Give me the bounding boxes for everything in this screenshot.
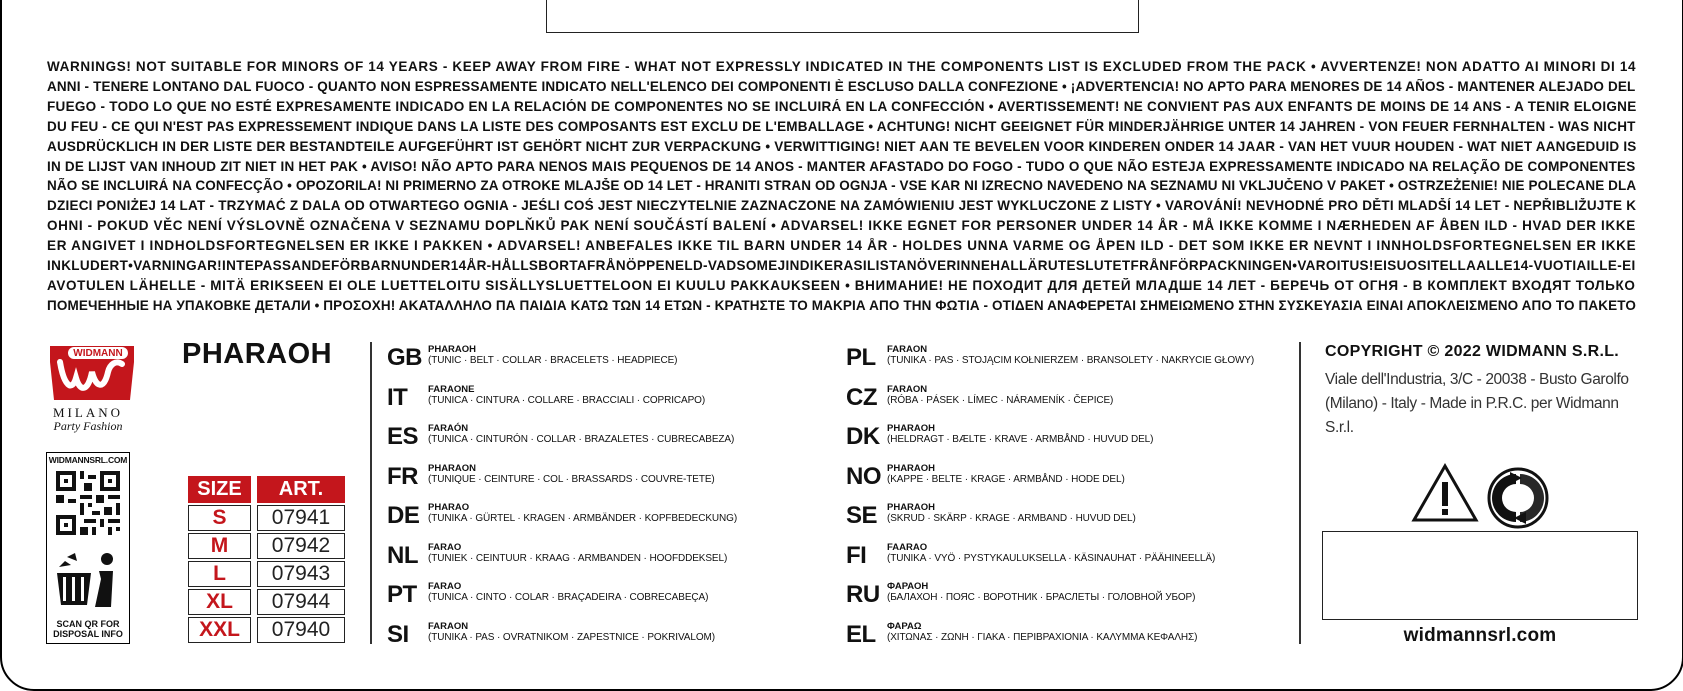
address-line: (Milano) - Italy - Made in P.R.C. per Widmann S.r.l. [1325,395,1619,436]
language-list-left [387,342,807,658]
language-product-name: FARAÓN [428,423,469,434]
language-components: (БАЛАХОН · ПОЯС · ВОРОТНИК · БРАСЛЕТЫ · ГОЛОВНОЙ УБОР) [887,592,1196,603]
language-components: (RÓBA · PÁSEK · LÍMEC · NÁRAMENÍK · ČEPICE) [887,394,1114,406]
size-cell: L [188,561,251,587]
language-components: (TUNIKA · PAS · OVRATNIKOM · ZAPESTNICE · POKRIVALOM) [428,631,715,643]
language-product-name: FARAON [887,344,928,355]
language-components: (TUNICA · CINTO · COLAR · BRAÇADEIRA · COBRECABEÇA) [428,592,709,603]
qr-caption-line: SCAN QR FOR [56,619,120,629]
size-cell: XL [188,589,251,615]
language-product-name: FARAON [428,620,469,632]
language-code: GB [387,344,422,371]
warning-line: NÃO SE INCLUIRÁ NA CONFECÇÃO • OPOZORILA! NI PRIMERNO ZA OTROKE MLAJŠE OD 14 LET - HRANITI STRAN OD OGNJA - VSE KAR NI IZRECNO NAVEDENO NA SEZNAMU NI VKLJUČENO V PAKET • OSTRZEŻENIE! NIE POLECANE DLA [47,178,1637,194]
warning-line: OHNI - POKUD VĚC NENÍ VÝSLOVNĚ OZNAČENA V SEZNAMU DOPLŇKŮ PAK NENÍ SOUČÁSTÍ BALENÍ • ADVARSEL! IKKE EGNET FOR PERSONER UNDER 14 ÅR - MÅ IKKE KOMME I NÆRHEDEN AF ÅBEN ILD - HVAD DER IKKE [47,218,1636,234]
language-product-name: FARAONE [428,383,475,395]
table-row [188,505,345,531]
language-product-name: PHARAOH [887,462,936,474]
language-code: SI [387,620,409,648]
list-item [846,461,1286,501]
article-cell: 07942 [257,533,345,559]
language-code: FI [846,541,867,569]
list-item [846,540,1286,580]
warning-line: FUEGO - TODO LO QUE NO ESTÉ EXPRESAMENTE INDICADO EN LA RELACIÓN DE COMPONENTES NO SE INCLUIRÁ EN LA CONFECCIÓN • AVERTISSEMENT! NE CONVIENT PAS AUX ENFANTS DE MOINS DE 14 ANS - A TENIR ELOIGNE [47,98,1637,114]
language-code: EL [846,620,876,648]
language-components: (SKRUD · SKÄRP · KRAGE · ARMBAND · HUVUD DEL) [887,513,1136,524]
article-cell: 07941 [257,505,345,531]
language-product-name: FARAO [428,581,462,592]
article-cell: 07944 [257,589,345,615]
language-product-name: FARAO [428,541,462,553]
list-item [387,421,807,461]
column-divider [1299,342,1301,644]
list-item [387,342,807,382]
language-code: SE [846,502,878,529]
language-product-name: FAARAO [887,541,928,553]
list-item [846,342,1286,382]
size-cell: M [188,533,251,559]
list-item [846,500,1286,540]
size-cell: XXL [188,617,251,643]
language-product-name: PHARAOH [887,423,936,434]
language-code: FR [387,462,418,490]
top-blank-box [546,0,1139,33]
language-product-name: PHARAOH [428,344,477,355]
language-code: NL [387,541,418,569]
language-code: DK [846,423,880,450]
size-header: SIZE [188,476,251,503]
warning-line: INKLUDERT•VARNINGAR!INTEPASSANDEFÖRBARNUNDER14ÅR-HÅLLSBORTAFRÅNÖPPENELD-VADSOMEJINDIKERASILISTANÖVERINNEHALLÄRUTESLUTETFRÅNFÖRPACKNINGEN•VAROITUS!EISUOSITELLAALLE14-VUOTIAILLE-EI [47,258,1636,274]
list-item [387,382,807,422]
language-code: DE [387,502,420,529]
article-cell: 07940 [257,617,345,643]
list-item [846,619,1286,659]
list-item [387,540,807,580]
warning-line: WARNINGS! NOT SUITABLE FOR MINORS OF 14 YEARS - KEEP AWAY FROM FIRE - WHAT NOT EXPRESSLY INDICATED IN THE COMPONENTS LIST IS EXCLUDED FROM THE PACK • AVVERTENZE! NON ADATTO AI MINORI DI 14 [47,59,1637,74]
language-code: PT [387,581,417,608]
address-line: Viale dell'Industria, 3/C - 20038 - Busto Garolfo [1325,371,1629,388]
warning-line: ПОМЕЧЕННЫЕ НА УПАКОВКЕ ДЕТАЛИ • ΠΡΟΣΟΧΗ! ΑΚΑΤΑΛΛΗΛΟ ΠΑ ΠΑΙΔΙΑ ΚΑΤΩ ΤΩΝ 14 ΕΤΩΝ - ΚΡΑΤΗΣΤΕ ΤΟ ΜΑΚΡΙΑ ΑΠΟ ΤΗΝ ΦΩΤΙΑ - ΟΤΙΔΕΝ ΑΝΑΦΕΡΕΤΑΙ ΣΗΜΕΙΩΜΕΝΟ ΣΤΗΝ ΣΥΣΚΕΥΑΣΙΑ ΕΙΝΑΙ ΑΠΟΚΛΕΙΣΜΕΝΟ ΑΠΟ ΤΟ ΠΑΚΕΤΟ [47,297,1637,313]
language-code: ES [387,423,419,450]
warning-line: DU FEU - CE QUI N'EST PAS EXPRESSEMENT INDIQUE DANS LA LISTE DES COMPOSANTS EST EXCLU DE L'EMBALLAGE • ACHTUNG! NICHT GEEIGNET FÜR MINDERJÄHRIGE UNTER 14 JAHREN - VON FEUER FERNHALTEN - WAS NICHT [47,118,1636,134]
language-components: (TUNIKA · VYÖ · PYSTYKAULUKSELLA · KÄSINAUHAT · PÄÄHINEELLÄ) [887,552,1216,564]
website-link[interactable]: widmannsrl.com [1403,625,1557,646]
language-components: (TUNIKA · PAS · STOJĄCIM KOŁNIERZEM · BRANSOLETY · NAKRYCIE GŁOWY) [887,355,1255,366]
list-item [387,461,807,501]
size-cell: S [188,505,251,531]
list-item [387,500,807,540]
warning-triangle-icon [1410,462,1480,529]
green-dot-recycle-icon [1486,466,1550,535]
table-row [188,589,345,615]
language-code: IT [387,383,408,411]
table-row [188,533,345,559]
list-item [387,619,807,659]
warning-line: ANNI - TENERE LONTANO DAL FUOCO - QUANTO NON ESPRESSAMENTE INDICATO NELL'ELENCO DEI COMPONENTI È ESCLUSO DALLA CONFEZIONE • ¡ADVERTENCIA! NO APTO PARA MENORES DE 14 AÑOS - MANTENER ALEJADO DEL [47,78,1636,94]
qr-site-text: WIDMANNSRL.COM [48,455,128,465]
language-product-name: PHARAOH [887,502,936,513]
language-components: (TUNIC · BELT · COLLAR · BRACELETS · HEADPIECE) [428,355,678,366]
language-components: (TUNIQUE · CEINTURE · COL · BRASSARDS · COUVRE-TETE) [428,473,715,485]
language-components: (KAPPE · BELTE · KRAGE · ARMBÅND · HODE DEL) [887,473,1125,485]
logo-text: WIDMANN [73,348,123,359]
language-code: RU [846,581,880,608]
warning-line: IN DE LIJST VAN INHOUD ZIT NIET IN HET PAK • AVISO! NÃO APTO PARA NENOS MAIS PEQUENOS DE 14 ANOS - MANTER AFASTADO DO FOGO - TUDO O QUE NÃO ESTEJA EXPRESSAMENTE INDICADO NA RELAÇÃO DE COMPONENTES [47,158,1636,174]
safety-warnings [47,57,1636,316]
article-header: ART. [257,476,345,503]
language-product-name: ФАРАОН [887,581,929,592]
qr-caption [47,619,129,639]
list-item [846,382,1286,422]
product-title: PHARAOH [182,338,333,370]
language-code: PL [846,344,876,371]
qr-caption-line: DISPOSAL INFO [53,629,123,639]
brand-tagline: Party Fashion [53,419,123,433]
language-components: (ΧΙΤΩΝΑΣ · ΖΩΝΗ · ΓΙΑΚΑ · ΠΕΡΙΒΡΑΧΙΟΝΙΑ · ΚΑΛΥΜΜΑ ΚΕΦΑΛΗΣ) [887,631,1198,643]
article-cell: 07943 [257,561,345,587]
warning-line: DZIECI PONIŻEJ 14 LAT - TRZYMAĆ Z DALA OD OTWARTEGO OGNIA - JEŚLI COŚ JEST NIECZYTELNIE ZAZNACZONE NA ZAMÓWIENIU JEST WYKLUCZONE Z LISTY • VAROVÁNÍ! NEVHODNÉ PRO DĚTI MLADŠÍ 14 LET - NEPŘIBLIŽUJTE K [47,198,1637,214]
table-row [188,561,345,587]
size-article-table [182,474,351,645]
warning-line: AUSDRÜCKLICH IN DER LISTE DER BESTANDTEILE AUFGEFÜHRT IST GEHÖRT NICHT ZUR VERPACKUNG • VERWITTIGING! NIET AAN TE BEVELEN VOOR KINDEREN ONDER 14 JAAR - VAN HET VUUR HOUDEN - WAT NIET AANGEDUID IS [47,138,1637,154]
warning-line: AVOTULEN LÄHELLE - MITÄ ERIKSEEN EI OLE LUETTELOITU SISÄLLYSLUETTELOON EI KUULU PAKKAUKSEEN • ВНИМАНИЕ! НЕ ПОХОДИТ ДЛЯ ДЕТЕЙ МЛАДШЕ 14 ЛЕТ - БЕРЕЧЬ ОТ ОГНЯ - В КОМПЛЕКТ ВХОДЯТ ТОЛЬКО [47,277,1636,293]
language-code: NO [846,462,881,490]
list-item [387,579,807,619]
language-code: CZ [846,383,877,411]
copyright-text: COPYRIGHT © 2022 WIDMANN S.R.L. [1325,343,1620,360]
language-components: (TUNIKA · GÜRTEL · KRAGEN · ARMBÄNDER · KOPFBEDECKUNG) [428,513,738,524]
brand-city: MILANO [53,405,123,420]
language-list-right [846,342,1286,658]
language-components: (TUNICA · CINTURA · COLLARE · BRACCIALI · COPRICAPO) [428,394,706,406]
language-product-name: ΦΑΡΑΩ [887,620,922,632]
language-components: (HELDRAGT · BÆLTE · KRAVE · ARMBÅND · HUVUD DEL) [887,434,1154,445]
language-components: (TUNICA · CINTURÓN · COLLAR · BRAZALETES · CUBRECABEZA) [428,434,735,445]
warning-line: ER ANGIVET I INDHOLDSFORTEGNELSEN ER IKKE I PAKKEN • ADVARSEL! ANBEFALES IKKE TIL BARN UNDER 14 ÅR - HOLDES UNNA VARME OG ÅPEN ILD - DET SOM IKKE ER NEVNT I INNHOLDSFORTEGNELSEN ER IKKE [47,238,1637,254]
language-components: (TUNIEK · CEINTUUR · KRAAG · ARMBANDEN · HOOFDDEKSEL) [428,552,728,564]
widmann-logo [46,342,138,404]
list-item [846,421,1286,461]
language-product-name: PHARAON [428,462,477,474]
language-product-name: FARAON [887,383,928,395]
list-item [846,579,1286,619]
language-product-name: PHARAO [428,502,470,513]
qr-code-icon[interactable] [56,471,120,540]
blank-label-box [1322,531,1638,620]
qr-disposal-panel [46,452,130,644]
disposal-bin-icon [53,549,123,616]
column-divider [370,342,372,644]
table-row [188,617,345,643]
company-address [1325,368,1637,440]
